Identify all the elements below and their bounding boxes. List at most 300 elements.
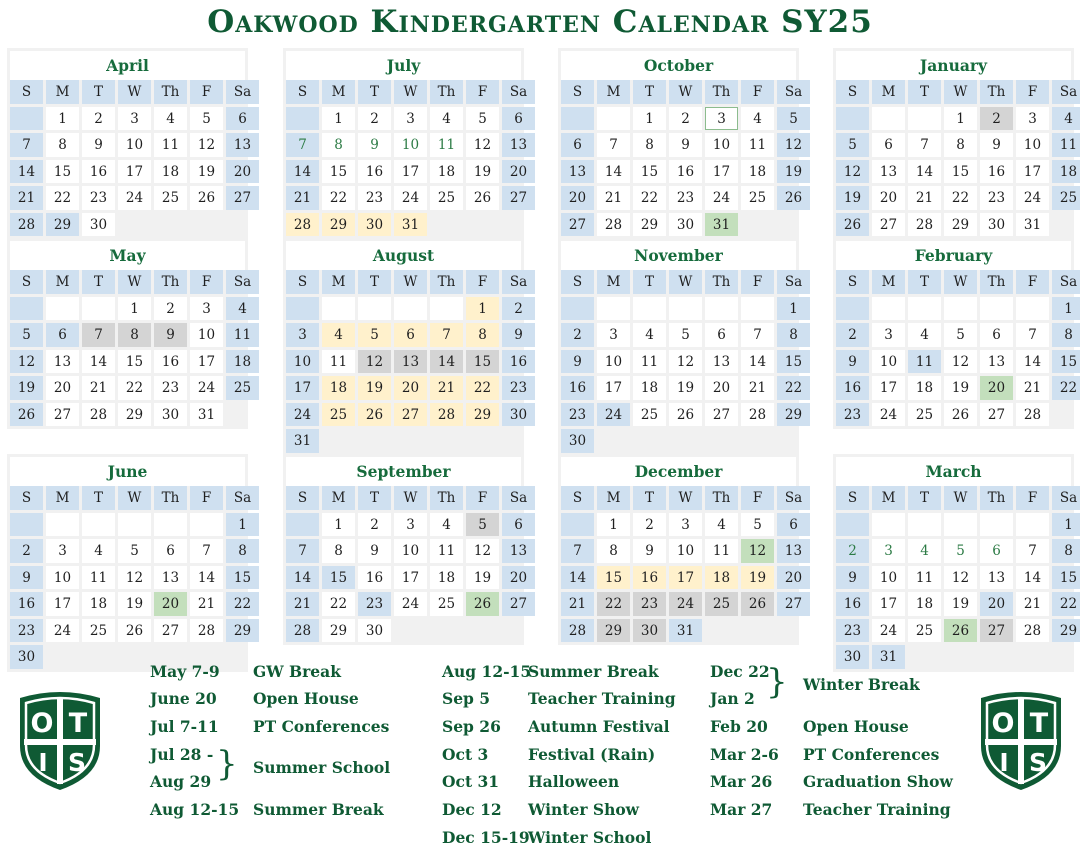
legend-date: May 7-9: [150, 662, 220, 681]
day-cell: 16: [502, 350, 535, 374]
day-cell: 8: [322, 539, 355, 563]
day-cell: 18: [154, 160, 187, 184]
day-cell: 26: [836, 213, 869, 237]
legend-date: Jul 7-11: [150, 717, 219, 736]
day-cell: 21: [430, 376, 463, 400]
day-cell: 1: [944, 107, 977, 131]
weekday-header: Sa: [226, 486, 259, 510]
day-cell: 21: [286, 592, 319, 616]
day-cell: 3: [597, 323, 630, 347]
weekday-header: W: [944, 270, 977, 294]
day-cell: 2: [358, 107, 391, 131]
day-cell: 12: [944, 566, 977, 590]
day-cell: 13: [980, 566, 1013, 590]
day-cell: 20: [561, 186, 594, 210]
day-cell: 20: [226, 160, 259, 184]
month-august: [283, 238, 528, 456]
empty-day-cell: [430, 297, 463, 321]
day-cell: 5: [669, 323, 702, 347]
weekday-header: W: [669, 270, 702, 294]
weekday-header: S: [10, 486, 43, 510]
day-cell: 19: [741, 566, 774, 590]
day-cell: 11: [1052, 133, 1080, 157]
month-days-grid: [561, 80, 803, 236]
day-cell: 30: [82, 213, 115, 237]
day-cell: 24: [286, 403, 319, 427]
empty-day-cell: [322, 297, 355, 321]
day-cell: 29: [322, 619, 355, 643]
day-cell: 29: [226, 619, 259, 643]
day-cell: 14: [190, 566, 223, 590]
logo-letter: T: [68, 708, 88, 739]
day-cell: 22: [1052, 376, 1080, 400]
weekday-header: Th: [430, 270, 463, 294]
day-cell: 16: [836, 376, 869, 400]
day-cell: 8: [118, 323, 151, 347]
weekday-header: F: [190, 270, 223, 294]
empty-day-cell: [358, 297, 391, 321]
day-cell: 3: [705, 107, 738, 131]
empty-day-cell: [836, 107, 869, 131]
weekday-header: M: [46, 486, 79, 510]
day-cell: 23: [836, 403, 869, 427]
legend-date: June 20: [150, 689, 217, 708]
weekday-header: S: [561, 80, 594, 104]
weekday-header: F: [1016, 270, 1049, 294]
day-cell: 21: [1016, 592, 1049, 616]
day-cell: 7: [286, 133, 319, 157]
day-cell: 23: [358, 592, 391, 616]
day-cell: 5: [741, 513, 774, 537]
day-cell: 13: [154, 566, 187, 590]
day-cell: 12: [777, 133, 810, 157]
day-cell: 12: [466, 539, 499, 563]
day-cell: 8: [597, 539, 630, 563]
day-cell: 25: [633, 403, 666, 427]
day-cell: 13: [46, 350, 79, 374]
day-cell: 6: [394, 323, 427, 347]
day-cell: 19: [358, 376, 391, 400]
weekday-header: Th: [980, 270, 1013, 294]
day-cell: 17: [669, 566, 702, 590]
day-cell: 3: [46, 539, 79, 563]
legend-event: Winter School: [528, 828, 652, 847]
day-cell: 5: [358, 323, 391, 347]
day-cell: 18: [322, 376, 355, 400]
legend-date: Jan 2: [710, 689, 755, 708]
day-cell: 15: [322, 160, 355, 184]
day-cell: 20: [980, 376, 1013, 400]
legend-event: Festival (Rain): [528, 745, 656, 764]
day-cell: 22: [633, 186, 666, 210]
legend-date: Aug 29: [150, 772, 212, 791]
weekday-header: M: [46, 270, 79, 294]
month-days-grid: [561, 270, 803, 453]
day-cell: 2: [836, 539, 869, 563]
day-cell: 14: [561, 566, 594, 590]
day-cell: 21: [82, 376, 115, 400]
legend-date: Oct 31: [442, 772, 500, 791]
day-cell: 12: [190, 133, 223, 157]
day-cell: 10: [394, 539, 427, 563]
day-cell: 31: [705, 213, 738, 237]
day-cell: 14: [430, 350, 463, 374]
day-cell: 31: [1016, 213, 1049, 237]
legend-event: Graduation Show: [803, 772, 953, 791]
day-cell: 29: [597, 619, 630, 643]
day-cell: 10: [394, 133, 427, 157]
month-july: [283, 48, 528, 239]
empty-day-cell: [669, 297, 702, 321]
empty-day-cell: [705, 297, 738, 321]
day-cell: 17: [118, 160, 151, 184]
month-name: November: [558, 238, 799, 270]
day-cell: 14: [908, 160, 941, 184]
day-cell: 10: [286, 350, 319, 374]
day-cell: 23: [561, 403, 594, 427]
month-days-grid: [836, 270, 1078, 426]
day-cell: 3: [394, 513, 427, 537]
legend-event: Teacher Training: [803, 800, 951, 819]
day-cell: 4: [633, 323, 666, 347]
day-cell: 3: [394, 107, 427, 131]
day-cell: 23: [633, 592, 666, 616]
empty-day-cell: [872, 297, 905, 321]
day-cell: 1: [322, 107, 355, 131]
day-cell: 10: [118, 133, 151, 157]
month-name: February: [833, 238, 1074, 270]
day-cell: 11: [430, 539, 463, 563]
day-cell: 20: [502, 566, 535, 590]
brace-icon: }: [766, 662, 788, 702]
logo-letter: S: [1028, 748, 1048, 777]
day-cell: 2: [561, 323, 594, 347]
day-cell: 7: [82, 323, 115, 347]
day-cell: 17: [705, 160, 738, 184]
day-cell: 7: [430, 323, 463, 347]
day-cell: 15: [633, 160, 666, 184]
day-cell: 9: [10, 566, 43, 590]
day-cell: 1: [226, 513, 259, 537]
day-cell: 5: [118, 539, 151, 563]
day-cell: 18: [908, 376, 941, 400]
empty-day-cell: [46, 297, 79, 321]
weekday-header: F: [741, 80, 774, 104]
weekday-header: T: [908, 80, 941, 104]
day-cell: 7: [1016, 323, 1049, 347]
weekday-header: Th: [430, 80, 463, 104]
day-cell: 27: [226, 186, 259, 210]
day-cell: 16: [82, 160, 115, 184]
empty-day-cell: [597, 297, 630, 321]
day-cell: 4: [705, 513, 738, 537]
day-cell: 29: [777, 403, 810, 427]
day-cell: 13: [980, 350, 1013, 374]
weekday-header: Th: [980, 80, 1013, 104]
legend-event: Open House: [253, 689, 359, 708]
month-days-grid: [836, 486, 1078, 669]
day-cell: 24: [394, 186, 427, 210]
day-cell: 21: [1016, 376, 1049, 400]
day-cell: 15: [46, 160, 79, 184]
day-cell: 5: [466, 107, 499, 131]
day-cell: 26: [118, 619, 151, 643]
day-cell: 25: [82, 619, 115, 643]
day-cell: 24: [118, 186, 151, 210]
weekday-header: T: [358, 80, 391, 104]
legend-event: Winter Show: [528, 800, 640, 819]
empty-day-cell: [190, 513, 223, 537]
day-cell: 17: [286, 376, 319, 400]
day-cell: 21: [286, 186, 319, 210]
day-cell: 1: [46, 107, 79, 131]
day-cell: 10: [46, 566, 79, 590]
day-cell: 8: [944, 133, 977, 157]
day-cell: 16: [980, 160, 1013, 184]
month-days-grid: [561, 486, 803, 642]
day-cell: 2: [82, 107, 115, 131]
day-cell: 24: [1016, 186, 1049, 210]
day-cell: 5: [190, 107, 223, 131]
day-cell: 22: [777, 376, 810, 400]
day-cell: 25: [741, 186, 774, 210]
day-cell: 19: [836, 186, 869, 210]
day-cell: 15: [1052, 350, 1080, 374]
month-april: [7, 48, 252, 239]
day-cell: 23: [82, 186, 115, 210]
day-cell: 6: [872, 133, 905, 157]
day-cell: 18: [430, 160, 463, 184]
legend-column-3: [710, 662, 960, 832]
empty-day-cell: [118, 513, 151, 537]
day-cell: 19: [777, 160, 810, 184]
day-cell: 31: [669, 619, 702, 643]
day-cell: 27: [502, 186, 535, 210]
day-cell: 11: [741, 133, 774, 157]
day-cell: 8: [1052, 539, 1080, 563]
day-cell: 31: [394, 213, 427, 237]
weekday-header: Sa: [226, 270, 259, 294]
weekday-header: W: [394, 270, 427, 294]
weekday-header: Th: [980, 486, 1013, 510]
legend-date: Sep 5: [442, 689, 491, 708]
legend-column-1: [150, 662, 410, 832]
month-name: July: [283, 48, 524, 80]
day-cell: 28: [430, 403, 463, 427]
weekday-header: F: [741, 486, 774, 510]
weekday-header: T: [82, 486, 115, 510]
day-cell: 12: [10, 350, 43, 374]
weekday-header: T: [908, 270, 941, 294]
day-cell: 2: [669, 107, 702, 131]
day-cell: 6: [226, 107, 259, 131]
logo-letter: S: [67, 748, 87, 777]
empty-day-cell: [872, 107, 905, 131]
day-cell: 1: [466, 297, 499, 321]
day-cell: 30: [358, 213, 391, 237]
day-cell: 25: [908, 619, 941, 643]
weekday-header: S: [561, 270, 594, 294]
day-cell: 25: [430, 592, 463, 616]
weekday-header: S: [561, 486, 594, 510]
legend-event: PT Conferences: [803, 745, 940, 764]
legend-event: Summer Break: [253, 800, 384, 819]
day-cell: 15: [466, 350, 499, 374]
day-cell: 24: [705, 186, 738, 210]
weekday-header: W: [669, 486, 702, 510]
day-cell: 17: [1016, 160, 1049, 184]
day-cell: 22: [322, 186, 355, 210]
legend-date: Mar 26: [710, 772, 773, 791]
day-cell: 22: [466, 376, 499, 400]
day-cell: 3: [872, 323, 905, 347]
day-cell: 16: [358, 160, 391, 184]
day-cell: 22: [46, 186, 79, 210]
day-cell: 30: [561, 429, 594, 453]
day-cell: 6: [561, 133, 594, 157]
day-cell: 30: [836, 645, 869, 669]
day-cell: 17: [872, 592, 905, 616]
legend-event: Halloween: [528, 772, 620, 791]
day-cell: 9: [154, 323, 187, 347]
day-cell: 5: [777, 107, 810, 131]
legend-date: Dec 12: [442, 800, 502, 819]
day-cell: 4: [226, 297, 259, 321]
weekday-header: T: [82, 270, 115, 294]
day-cell: 10: [597, 350, 630, 374]
empty-day-cell: [1016, 513, 1049, 537]
day-cell: 5: [836, 133, 869, 157]
logo-letter: O: [30, 708, 54, 739]
day-cell: 17: [46, 592, 79, 616]
day-cell: 21: [741, 376, 774, 400]
day-cell: 10: [705, 133, 738, 157]
day-cell: 11: [226, 323, 259, 347]
day-cell: 6: [980, 539, 1013, 563]
day-cell: 13: [226, 133, 259, 157]
day-cell: 26: [777, 186, 810, 210]
weekday-header: S: [286, 80, 319, 104]
day-cell: 4: [430, 107, 463, 131]
day-cell: 3: [669, 513, 702, 537]
day-cell: 26: [944, 403, 977, 427]
day-cell: 20: [777, 566, 810, 590]
day-cell: 5: [10, 323, 43, 347]
day-cell: 4: [82, 539, 115, 563]
day-cell: 1: [597, 513, 630, 537]
day-cell: 29: [1052, 619, 1080, 643]
day-cell: 9: [358, 133, 391, 157]
day-cell: 6: [502, 513, 535, 537]
day-cell: 13: [872, 160, 905, 184]
day-cell: 14: [82, 350, 115, 374]
day-cell: 26: [10, 403, 43, 427]
day-cell: 13: [561, 160, 594, 184]
day-cell: 10: [1016, 133, 1049, 157]
day-cell: 15: [597, 566, 630, 590]
day-cell: 2: [633, 513, 666, 537]
weekday-header: F: [190, 486, 223, 510]
day-cell: 30: [358, 619, 391, 643]
month-name: April: [7, 48, 248, 80]
day-cell: 21: [561, 592, 594, 616]
day-cell: 27: [394, 403, 427, 427]
legend-date: Sep 26: [442, 717, 501, 736]
day-cell: 11: [908, 566, 941, 590]
day-cell: 13: [502, 539, 535, 563]
day-cell: 28: [561, 619, 594, 643]
weekday-header: Th: [705, 486, 738, 510]
day-cell: 9: [669, 133, 702, 157]
day-cell: 25: [908, 403, 941, 427]
day-cell: 26: [466, 186, 499, 210]
day-cell: 6: [777, 513, 810, 537]
empty-day-cell: [980, 513, 1013, 537]
day-cell: 3: [190, 297, 223, 321]
day-cell: 25: [1052, 186, 1080, 210]
day-cell: 26: [190, 186, 223, 210]
weekday-header: M: [872, 486, 905, 510]
legend-date: Aug 12-15: [150, 800, 240, 819]
weekday-header: Th: [154, 270, 187, 294]
empty-day-cell: [82, 513, 115, 537]
legend-event: PT Conferences: [253, 717, 390, 736]
brace-icon: }: [216, 744, 238, 784]
empty-day-cell: [561, 107, 594, 131]
day-cell: 6: [980, 323, 1013, 347]
month-name: May: [7, 238, 248, 270]
day-cell: 8: [226, 539, 259, 563]
day-cell: 28: [10, 213, 43, 237]
month-days-grid: [286, 80, 528, 236]
month-name: September: [283, 454, 524, 486]
weekday-header: F: [466, 486, 499, 510]
weekday-header: F: [1016, 80, 1049, 104]
weekday-header: W: [669, 80, 702, 104]
day-cell: 14: [1016, 350, 1049, 374]
day-cell: 19: [190, 160, 223, 184]
day-cell: 26: [741, 592, 774, 616]
day-cell: 7: [286, 539, 319, 563]
weekday-header: W: [944, 486, 977, 510]
month-november: [558, 238, 803, 456]
empty-day-cell: [10, 107, 43, 131]
day-cell: 27: [502, 592, 535, 616]
weekday-header: Sa: [1052, 486, 1080, 510]
day-cell: 15: [1052, 566, 1080, 590]
weekday-header: T: [908, 486, 941, 510]
day-cell: 3: [286, 323, 319, 347]
day-cell: 16: [10, 592, 43, 616]
day-cell: 9: [502, 323, 535, 347]
day-cell: 1: [633, 107, 666, 131]
day-cell: 9: [358, 539, 391, 563]
school-shield-logo-right: [977, 688, 1065, 792]
day-cell: 25: [322, 403, 355, 427]
empty-day-cell: [394, 297, 427, 321]
legend-event: GW Break: [253, 662, 341, 681]
day-cell: 15: [322, 566, 355, 590]
weekday-header: W: [394, 80, 427, 104]
day-cell: 29: [466, 403, 499, 427]
day-cell: 8: [322, 133, 355, 157]
month-name: January: [833, 48, 1074, 80]
day-cell: 16: [561, 376, 594, 400]
empty-day-cell: [836, 297, 869, 321]
day-cell: 30: [154, 403, 187, 427]
empty-day-cell: [154, 513, 187, 537]
day-cell: 14: [10, 160, 43, 184]
